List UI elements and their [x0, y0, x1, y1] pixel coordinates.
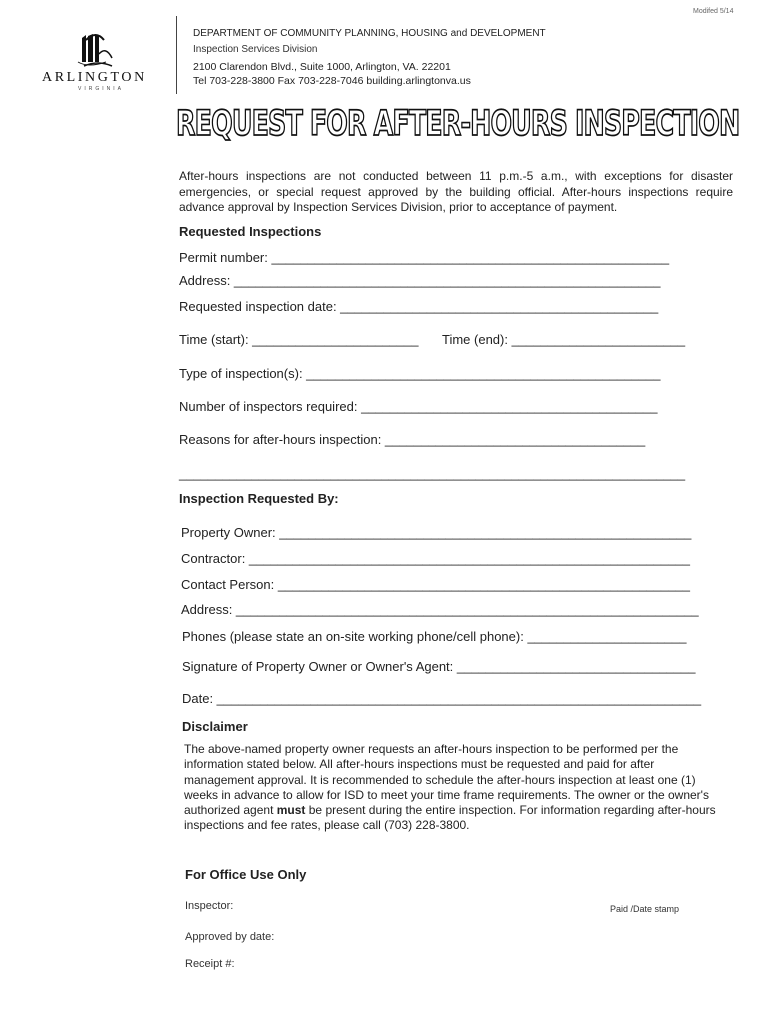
arlington-tower-icon — [38, 32, 163, 72]
inspection-type-field: Type of inspection(s): _________________________________________________ — [179, 366, 661, 381]
inspector-label: Inspector: — [185, 900, 234, 912]
header-divider — [176, 16, 177, 94]
disclaimer-emphasis: must — [276, 803, 306, 818]
division-name: Inspection Services Division — [193, 44, 318, 55]
paid-date-stamp-label: Paid /Date stamp — [610, 904, 680, 914]
disclaimer-heading: Disclaimer — [182, 719, 248, 734]
requested-inspections-heading: Requested Inspections — [179, 224, 322, 239]
arlington-logo — [38, 32, 163, 94]
logo-subtitle: VIRGINIA — [78, 86, 124, 92]
permit-number-field: Permit number: _______________________________________________________ — [179, 250, 670, 265]
intro-paragraph: After-hours inspections are not conducted between 11 p.m.-5 a.m., with exceptions for disaster emergencies, or special request approved by the building official. After-hours inspections require advance approval by Inspection Services Division, prior to acceptance of payment. — [179, 169, 733, 214]
requested-by-heading: Inspection Requested By: — [179, 491, 339, 506]
time-end-field: Time (end): ________________________ — [442, 332, 686, 347]
page-title: REQUEST FOR AFTER-HOURS INSPECTION — [176, 104, 740, 144]
approved-by-date-label: Approved by date: — [185, 931, 275, 943]
address-field: Address: ___________________________________________________________ — [179, 273, 661, 288]
address-line: 2100 Clarendon Blvd., Suite 1000, Arlington, VA. 22201 — [193, 61, 451, 73]
date-field: Date: ___________________________________________________________________ — [182, 691, 702, 706]
reasons-field: Reasons for after-hours inspection: ____________________________________ — [179, 432, 646, 447]
contractor-field: Contractor: _____________________________________________________________ — [181, 551, 690, 566]
property-owner-field: Property Owner: _________________________________________________________ — [181, 525, 692, 540]
reasons-continued-line: ______________________________________________________________________ — [179, 466, 686, 481]
signature-field: Signature of Property Owner or Owner's Agent: _________________________________ — [182, 659, 696, 674]
time-start-field: Time (start): _______________________ — [179, 332, 419, 347]
modified-date: Modifed 5/14 — [693, 8, 734, 15]
contact-person-field: Contact Person: _________________________________________________________ — [181, 577, 690, 592]
phones-field: Phones (please state an on-site working phone/cell phone): ______________________ — [182, 629, 687, 644]
department-name: DEPARTMENT OF COMMUNITY PLANNING, HOUSING and DEVELOPMENT — [193, 28, 546, 39]
requester-address-field: Address: ________________________________________________________________ — [181, 602, 699, 617]
contact-line: Tel 703-228-3800 Fax 703-228-7046 building.arlingtonva.us — [193, 75, 471, 87]
office-use-heading: For Office Use Only — [185, 867, 307, 882]
logo-wordmark: ARLINGTON — [42, 70, 147, 85]
receipt-number-label: Receipt #: — [185, 958, 235, 970]
inspection-date-field: Requested inspection date: ____________________________________________ — [179, 299, 659, 314]
inspectors-count-field: Number of inspectors required: _________________________________________ — [179, 399, 658, 414]
disclaimer-text: The above-named property owner requests an after-hours inspection to be performed per the information stated below. All after-hours inspections must be requested and paid for after management approval. It is recommended to schedule the after-hours inspection at least one (1) weeks in advance to allow for ISD to meet your time frame requirements. The owner or the owner's authorized agent must be present during the entire inspection. For information regarding after-hours inspections and fee rates, please call (703) 228-3800. — [184, 742, 716, 833]
